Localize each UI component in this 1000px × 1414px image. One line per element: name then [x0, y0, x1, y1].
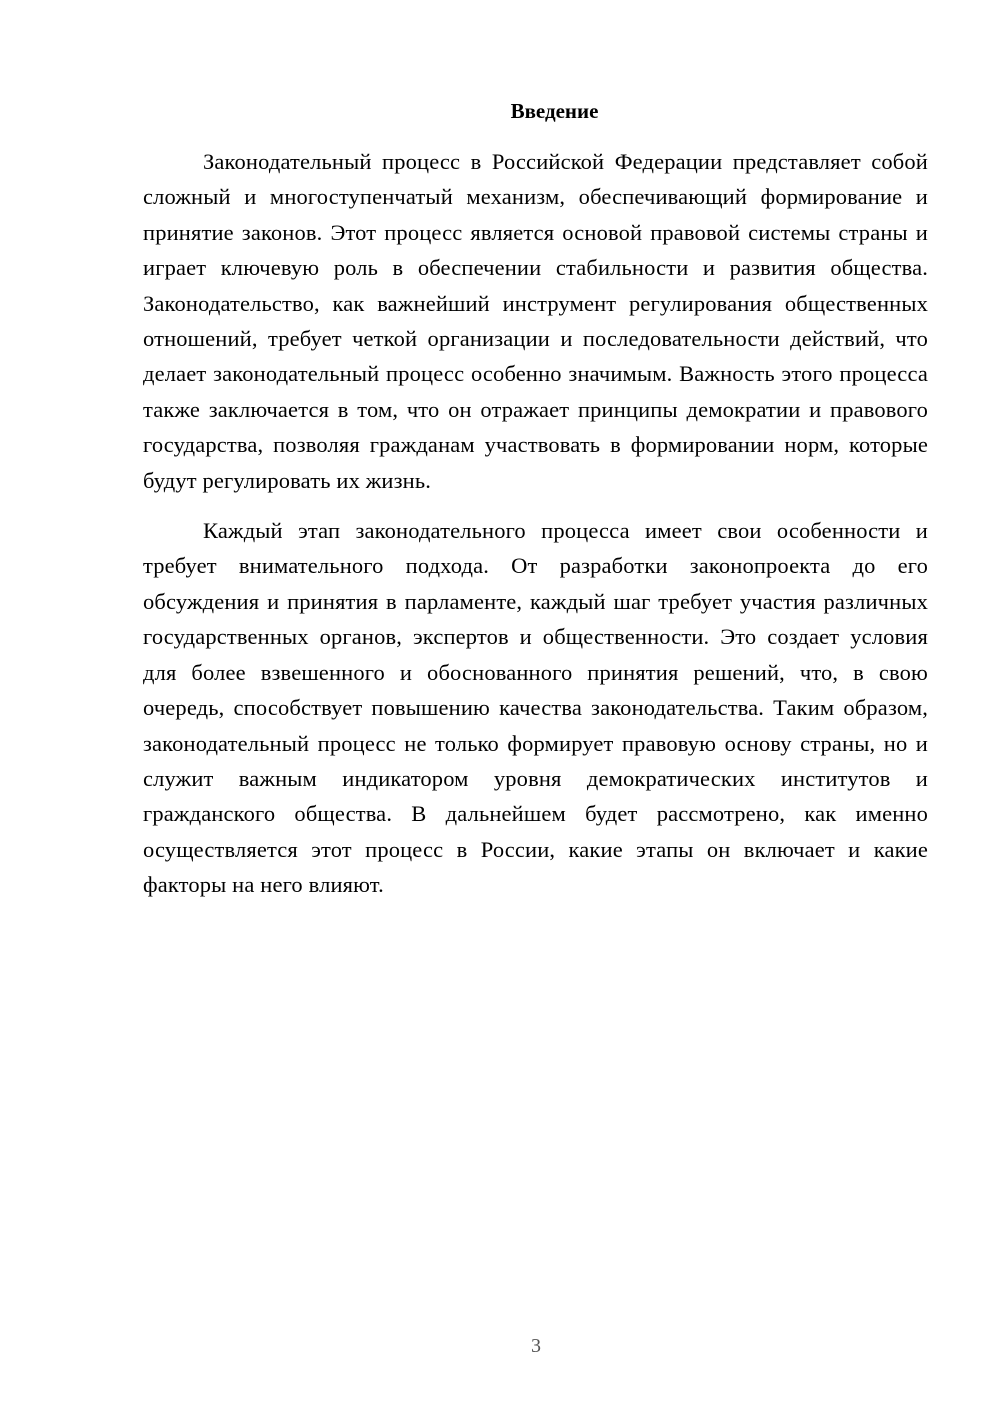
page-number: 3 — [531, 1335, 541, 1357]
paragraph-2: Каждый этап законодательного процесса имеет свои особенности и требует внимательного подхода. От разработки законопроекта до его обсуждения и принятия в парламенте, каждый шаг требует участия различных государственных органов, экспертов и общественности. Это создает условия для более взвешенного и обоснованного принятия решений, что, в свою очередь, способствует повышению качества законодательства. Таким образом, законодательный процесс не только формирует правовую основу страны, но и служит важным индикатором уровня демократических институтов и гражданского общества. В дальнейшем будет рассмотрено, как именно осуществляется этот процесс в России, какие этапы он включает и какие факторы на него влияют. — [143, 518, 928, 898]
section-heading: Введение — [510, 99, 599, 123]
page-content — [143, 96, 928, 903]
paragraph-1: Законодательный процесс в Российской Федерации представляет собой сложный и многоступенчатый механизм, обеспечивающий формирование и принятие законов. Этот процесс является основой правовой системы страны и играет ключевую роль в обеспечении стабильности и развития общества. Законодательство, как важнейший инструмент регулирования общественных отношений, требует четкой организации и последовательности действий, что делает законодательный процесс особенно значимым. Важность этого процесса также заключается в том, что он отражает принципы демократии и правового государства, позволяя гражданам участвовать в формировании норм, которые будут регулировать их жизнь. — [143, 149, 928, 493]
